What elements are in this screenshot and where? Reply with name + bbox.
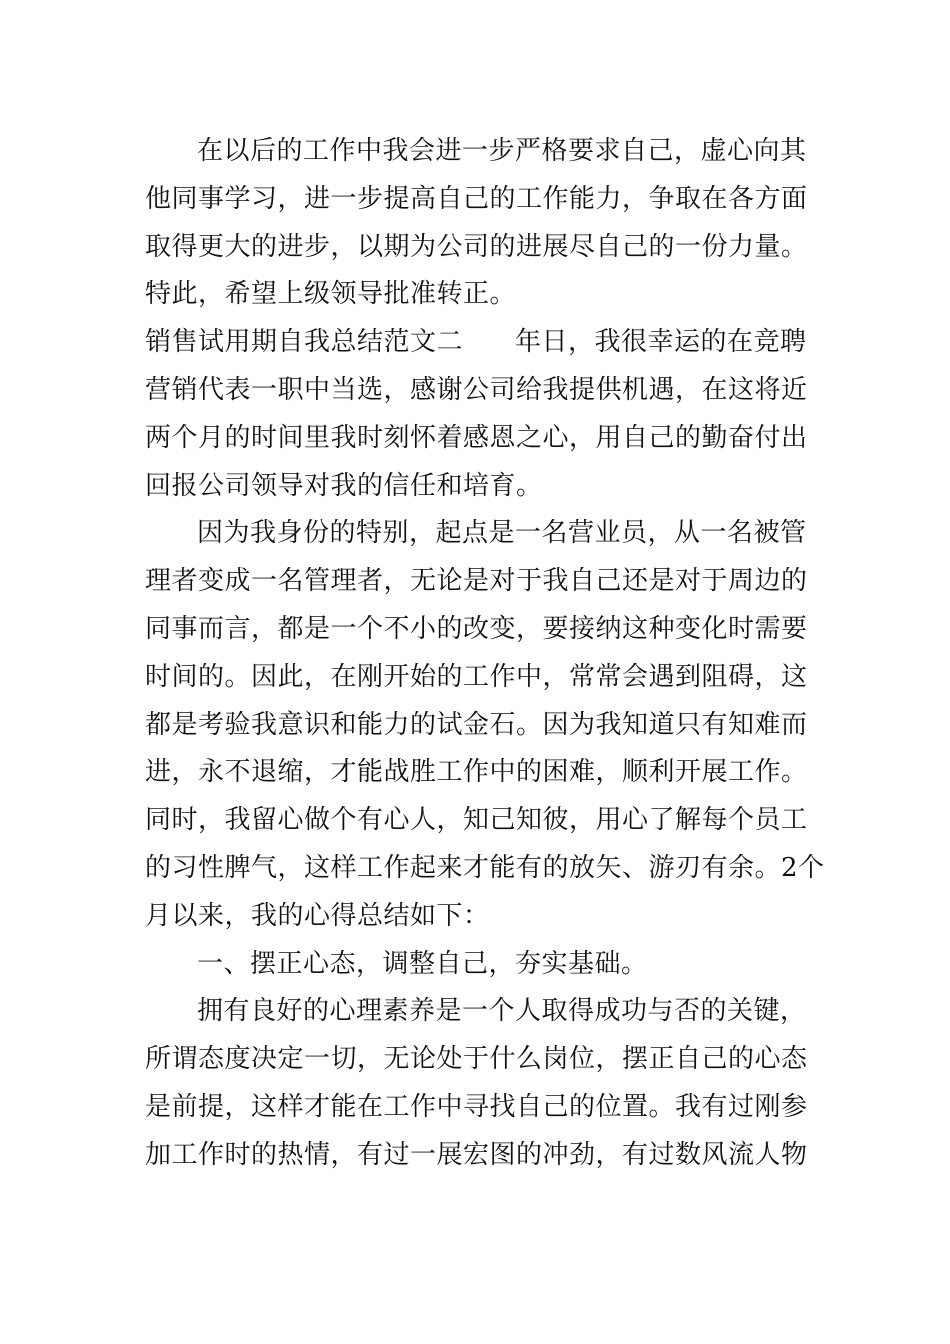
text-line: 取得更大的进步，以期为公司的进展尽自己的一份力量。 [145,231,808,262]
paragraph-identity-change [145,510,825,940]
text-line: 因为我身份的特别，起点是一名营业员，从一名被管 [197,518,807,549]
text-line: 两个月的时间里我时刻怀着感恩之心，用自己的勤奋付出 [145,422,808,453]
text-line: 营销代表一职中当选，感谢公司给我提供机遇，在这将近 [145,374,808,405]
text-line: 拥有良好的心理素养是一个人取得成功与否的关键， [197,996,807,1027]
text-line [145,319,810,367]
text-line: 特此，希望上级领导批准转正。 [145,279,517,310]
text-line: 是前提，这样才能在工作中寻找自己的位置。我有过刚参 [145,1091,808,1122]
text-line: 时间的。因此，在刚开始的工作中，常常会遇到阻碍，这 [145,661,808,692]
text-line: 进，永不退缩，才能战胜工作中的困难，顺利开展工作。 [145,757,808,788]
text-line: 所谓态度决定一切，无论处于什么岗位，摆正自己的心态 [145,1044,808,1075]
text-line: 回报公司领导对我的信任和培育。 [145,470,543,501]
text-line: 加工作时的热情，有过一展宏图的冲劲，有过数风流人物 [145,1139,808,1170]
paragraph-subheading-one [145,941,810,989]
paragraph-mindset [145,988,810,1179]
text-line: 一、摆正心态，调整自己，夯实基础。 [197,948,648,979]
paragraph-conclusion [145,128,810,319]
text-line: 在以后的工作中我会进一步严格要求自己，虚心向其 [197,136,807,166]
heading-tail-text: 年日，我很幸运的在竞聘 [515,327,807,358]
text-line: 理者变成一名管理者，无论是对于我自己还是对于周边的 [145,566,808,597]
section-heading: 销售试用期自我总结范文二 [145,327,464,358]
text-line: 同事而言，都是一个不小的改变，要接纳这种变化时需要 [145,613,808,644]
text-line: 同时，我留心做个有心人，知己知彼，用心了解每个员工 [145,805,808,836]
text-line: 月以来，我的心得总结如下： [145,900,490,931]
text-line: 他同事学习，进一步提高自己的工作能力，争取在各方面 [145,183,808,214]
document-body [145,128,825,1180]
paragraph-section-two [145,319,810,510]
text-line: 都是考验我意识和能力的试金石。因为我知道只有知难而 [145,709,808,740]
text-line: 的习性脾气，这样工作起来才能有的放矢、游刃有余。2个 [145,852,825,883]
